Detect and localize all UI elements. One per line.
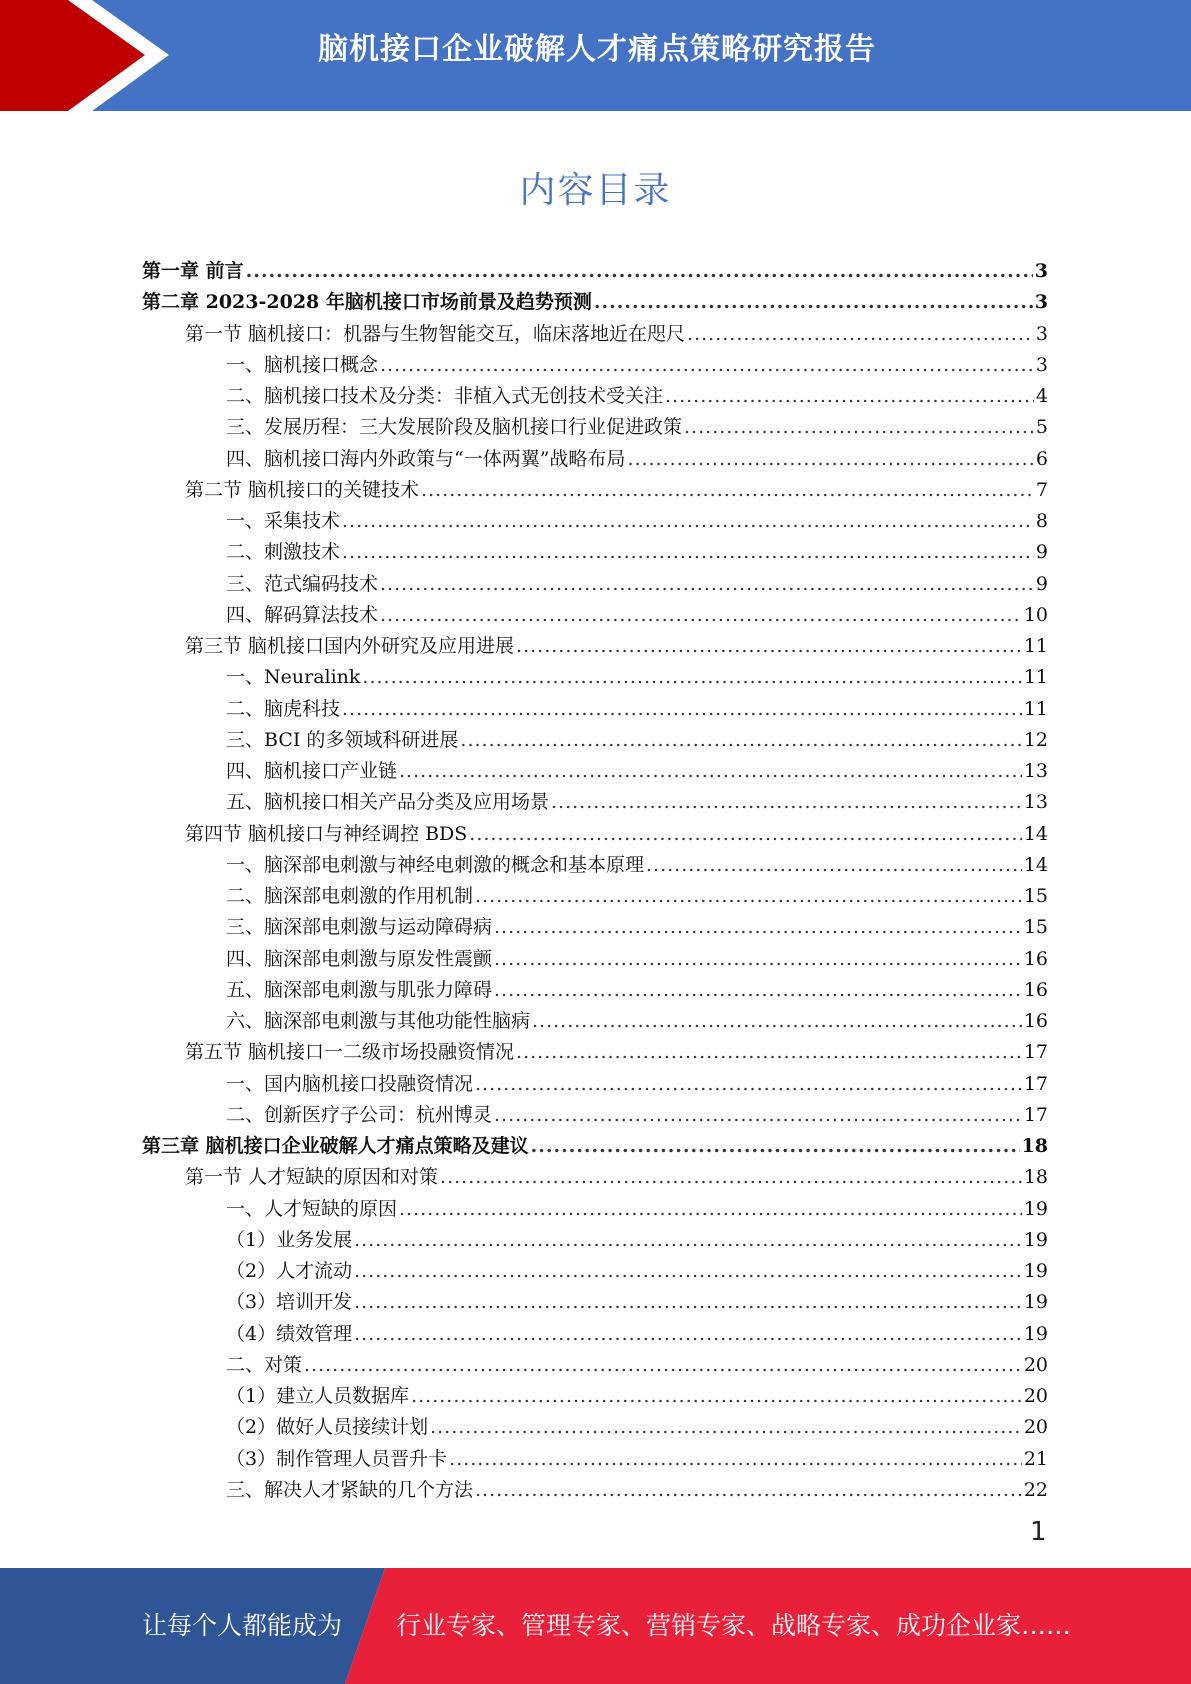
toc-entry[interactable] [142,1194,1048,1225]
toc-entry[interactable] [142,444,1048,475]
toc-entry-page: 17 [1023,1103,1048,1126]
toc-entry-label: 二、创新医疗子公司：杭州博灵 [226,1103,493,1126]
dot-leader [475,885,1022,907]
toc-entry-page: 9 [1035,541,1048,564]
toc-entry-page: 8 [1035,510,1048,532]
toc-entry-label: 第一章 前言 [142,260,244,282]
toc-entry-label: 四、解码算法技术 [226,603,379,626]
dot-leader [665,385,1034,407]
dot-leader [354,1260,1022,1282]
toc-entry-label: （1）建立人员数据库 [226,1385,410,1407]
toc-entry-page: 15 [1023,885,1048,907]
toc-entry[interactable] [142,662,1048,693]
dot-leader [532,1010,1022,1032]
toc-entry-page: 3 [1035,353,1048,376]
toc-entry[interactable] [142,537,1048,568]
toc-entry[interactable] [142,1037,1048,1068]
toc-entry-page: 18 [1021,1135,1048,1157]
toc-entry-page: 16 [1023,1010,1048,1032]
toc-entry[interactable] [142,1381,1048,1412]
toc-entry[interactable] [142,881,1048,912]
toc-entry-label: 第三章 脑机接口企业破解人才痛点策略及建议 [142,1135,529,1157]
toc-entry[interactable] [142,350,1048,381]
dot-leader [380,604,1022,626]
toc-entry[interactable] [142,850,1048,881]
dot-leader [469,823,1022,845]
toc-entry-page: 15 [1023,916,1048,939]
toc-entry[interactable] [142,1256,1048,1287]
toc-entry-page: 16 [1023,947,1048,970]
dot-leader [411,1385,1022,1407]
dot-leader [460,729,1021,751]
toc-entry-page: 11 [1023,697,1048,720]
toc-entry-label: 二、脑虎科技 [226,697,341,720]
toc-entry-label: 三、发展历程：三大发展阶段及脑机接口行业促进政策 [226,416,683,439]
toc-entry-page: 9 [1035,572,1048,595]
toc-entry[interactable] [142,287,1048,318]
dot-leader [684,416,1034,438]
toc-entry-page: 22 [1023,1478,1048,1501]
dot-leader [646,854,1022,876]
toc-entry[interactable] [142,569,1048,600]
header-band [0,0,1191,111]
toc-entry-label: （2）人才流动 [226,1260,353,1282]
footer-slogan-right: 行业专家、管理专家、营销专家、战略专家、成功企业家…… [396,1611,1072,1640]
dot-leader [516,635,1022,657]
toc-entry[interactable] [142,1225,1048,1256]
dot-leader [594,291,1033,313]
toc-entry-label: （2）做好人员接续计划 [226,1416,429,1439]
toc-entry-page: 3 [1034,260,1048,282]
table-of-contents [142,256,1048,1506]
toc-entry-page: 14 [1023,853,1048,876]
toc-entry-label: 第一节 人才短缺的原因和对策 [185,1166,439,1189]
toc-entry-page: 19 [1023,1291,1048,1314]
dot-leader [475,1479,1022,1501]
toc-entry[interactable] [142,412,1048,443]
toc-entry-label: 五、脑机接口相关产品分类及应用场景 [226,791,550,814]
dot-leader [354,1229,1022,1251]
toc-entry-page: 16 [1023,978,1048,1001]
toc-entry-label: 五、脑深部电刺激与肌张力障碍 [226,978,493,1001]
toc-entry[interactable] [142,319,1048,350]
toc-entry-label: 第二章 2023-2028 年脑机接口市场前景及趋势预测 [142,291,592,314]
toc-entry-label: 一、人才短缺的原因 [226,1197,398,1220]
dot-leader [354,1291,1022,1313]
toc-entry-label: 二、刺激技术 [226,541,341,564]
toc-entry-page: 20 [1023,1385,1048,1407]
toc-entry-page: 5 [1035,416,1048,439]
toc-entry-page: 19 [1023,1322,1048,1345]
dot-leader [342,541,1034,563]
toc-entry-label: 四、脑深部电刺激与原发性震颤 [226,947,493,970]
toc-entry-label: 一、采集技术 [226,510,341,532]
toc-entry-label: 第五节 脑机接口一二级市场投融资情况 [185,1041,515,1064]
toc-entry-label: 三、范式编码技术 [226,572,379,595]
toc-entry-page: 3 [1034,291,1048,314]
dot-leader [494,916,1022,938]
dot-leader [380,354,1034,376]
toc-entry[interactable] [142,381,1048,412]
toc-entry[interactable] [142,1069,1048,1100]
dot-leader [687,323,1034,345]
toc-entry-label: 四、脑机接口海内外政策与“一体两翼”战略布局 [226,447,626,470]
dot-leader [440,1166,1022,1188]
toc-entry-page: 19 [1023,1197,1048,1220]
toc-entry[interactable] [142,1100,1048,1131]
toc-entry-label: 三、脑深部电刺激与运动障碍病 [226,916,493,939]
toc-entry[interactable] [142,975,1048,1006]
toc-entry-label: 一、脑机接口概念 [226,353,379,376]
toc-entry[interactable] [142,1287,1048,1318]
toc-entry[interactable] [142,912,1048,943]
toc-entry-label: 第二节 脑机接口的关键技术 [185,478,420,501]
toc-entry-label: 三、解决人才紧缺的几个方法 [226,1478,474,1501]
footer-band [0,1568,1191,1684]
toc-entry[interactable] [142,506,1048,537]
toc-entry-label: 第四节 脑机接口与神经调控 BDS [185,822,468,845]
dot-leader [354,1323,1022,1345]
toc-entry-page: 11 [1023,666,1048,689]
toc-entry[interactable] [142,475,1048,506]
page-number: 1 [1030,1517,1047,1547]
report-title: 脑机接口企业破解人才痛点策略研究报告 [318,32,876,67]
dot-leader [342,510,1034,532]
dot-leader [246,260,1033,282]
toc-entry-label: 一、脑深部电刺激与神经电刺激的概念和基本原理 [226,853,645,876]
toc-entry-page: 10 [1023,603,1048,626]
toc-entry-page: 17 [1023,1041,1048,1064]
toc-entry-label: 三、BCI 的多领域科研进展 [226,728,459,751]
toc-entry[interactable] [142,1319,1048,1350]
toc-entry[interactable] [142,256,1048,287]
toc-entry-label: 一、Neuralink [226,666,361,689]
toc-entry-page: 3 [1035,322,1048,345]
toc-entry-page: 7 [1035,478,1048,501]
toc-entry-label: （1）业务发展 [226,1228,353,1251]
toc-entry[interactable] [142,725,1048,756]
dot-leader [516,1041,1022,1063]
toc-entry-page: 13 [1023,791,1048,814]
toc-entry-page: 20 [1023,1416,1048,1439]
toc-entry-label: 六、脑深部电刺激与其他功能性脑病 [226,1010,531,1032]
toc-entry[interactable] [142,819,1048,850]
dot-leader [494,948,1022,970]
toc-entry-page: 19 [1023,1260,1048,1282]
toc-entry[interactable] [142,631,1048,662]
toc-entry[interactable] [142,1131,1048,1162]
toc-entry-page: 20 [1023,1353,1048,1376]
dot-leader [342,698,1022,720]
dot-leader [380,573,1034,595]
dot-leader [627,448,1033,470]
toc-entry[interactable] [142,600,1048,631]
toc-entry-label: 二、脑深部电刺激的作用机制 [226,885,474,907]
dot-leader [421,479,1034,501]
toc-entry-label: （4）绩效管理 [226,1322,353,1345]
toc-entry[interactable] [142,1444,1048,1475]
toc-entry[interactable] [142,1350,1048,1381]
dot-leader [362,666,1021,688]
toc-entry-label: （3）培训开发 [226,1291,353,1314]
toc-entry-label: 二、脑机接口技术及分类：非植入式无创技术受关注 [226,385,664,407]
toc-entry[interactable] [142,787,1048,818]
toc-entry-page: 6 [1035,447,1048,470]
toc-entry-page: 18 [1023,1166,1048,1189]
toc-entry-page: 4 [1035,385,1048,407]
dot-leader [304,1354,1022,1376]
footer-slogan-left: 让每个人都能成为 [142,1611,343,1640]
dot-leader [449,1448,1022,1470]
toc-entry-label: 四、脑机接口产业链 [226,760,398,782]
toc-entry[interactable] [142,944,1048,975]
toc-entry-label: 一、国内脑机接口投融资情况 [226,1072,474,1095]
toc-entry-label: 二、对策 [226,1353,303,1376]
dot-leader [399,760,1022,782]
dot-leader [475,1073,1022,1095]
toc-entry-page: 14 [1023,822,1048,845]
dot-leader [399,1198,1022,1220]
toc-entry-page: 19 [1023,1228,1048,1251]
toc-entry[interactable] [142,1162,1048,1193]
dot-leader [531,1135,1020,1157]
dot-leader [494,979,1022,1001]
toc-entry[interactable] [142,1006,1048,1037]
toc-entry[interactable] [142,1412,1048,1443]
toc-entry-page: 17 [1023,1072,1048,1095]
dot-leader [494,1104,1022,1126]
toc-entry-page: 13 [1023,760,1048,782]
toc-entry-page: 21 [1023,1447,1048,1470]
toc-entry[interactable] [142,1475,1048,1506]
toc-entry[interactable] [142,694,1048,725]
toc-entry-label: 第三节 脑机接口国内外研究及应用进展 [185,635,515,657]
toc-entry-page: 12 [1023,728,1048,751]
dot-leader [430,1416,1022,1438]
toc-entry-label: 第一节 脑机接口：机器与生物智能交互，临床落地近在咫尺 [185,322,686,345]
dot-leader [551,791,1022,813]
toc-entry[interactable] [142,756,1048,787]
toc-heading: 内容目录 [519,170,672,211]
toc-entry-page: 11 [1023,635,1048,657]
toc-entry-label: （3）制作管理人员晋升卡 [226,1447,448,1470]
